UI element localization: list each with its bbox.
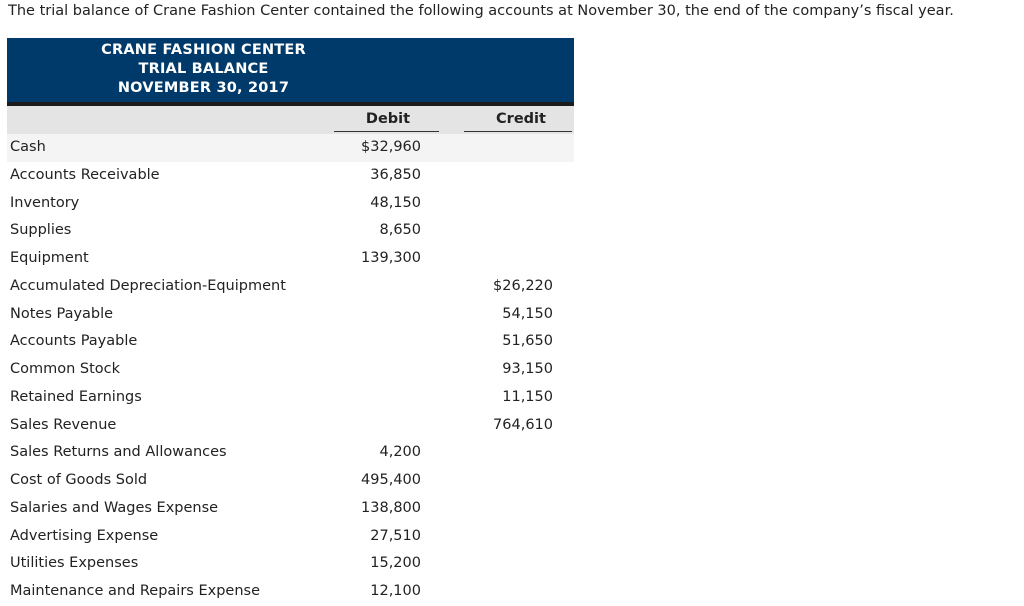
table-row <box>7 550 574 578</box>
account-name: Sales Revenue <box>10 416 117 433</box>
table-row <box>7 356 574 384</box>
table-row <box>7 301 574 329</box>
account-name: Salaries and Wages Expense <box>10 499 219 516</box>
account-name: Common Stock <box>10 361 121 377</box>
debit-amount: 495,400 <box>361 472 421 488</box>
table-row <box>7 523 574 551</box>
debit-amount: 139,300 <box>361 250 421 266</box>
debit-amount: 15,200 <box>370 555 421 572</box>
debit-amount: $32,960 <box>361 139 421 155</box>
statement-date: NOVEMBER 30, 2017 <box>117 80 290 96</box>
account-name: Cost of Goods Sold <box>10 472 148 488</box>
table-row <box>7 328 574 356</box>
table-row <box>7 578 574 606</box>
debit-amount: 27,510 <box>370 527 421 544</box>
account-name: Cash <box>10 139 46 155</box>
statement-title: TRIAL BALANCE <box>138 61 269 77</box>
account-name: Advertising Expense <box>10 527 159 544</box>
account-name: Utilities Expenses <box>10 555 139 572</box>
debit-amount: 8,650 <box>379 222 421 239</box>
table-row <box>7 384 574 412</box>
debit-amount: 138,800 <box>361 499 421 516</box>
account-name: Retained Earnings <box>10 388 142 405</box>
debit-header-underline <box>334 131 439 132</box>
account-name: Maintenance and Repairs Expense <box>10 583 260 599</box>
credit-amount: 11,150 <box>502 388 553 405</box>
account-name: Accumulated Depreciation-Equipment <box>10 277 286 294</box>
account-name: Accounts Payable <box>10 333 138 350</box>
credit-amount: 93,150 <box>502 361 553 377</box>
table-row <box>7 190 574 218</box>
account-name: Equipment <box>10 250 89 266</box>
table-row <box>7 162 574 190</box>
trial-balance-table <box>7 38 574 606</box>
statement-banner <box>7 38 574 106</box>
account-name: Accounts Receivable <box>10 166 160 183</box>
credit-amount: 51,650 <box>502 333 553 350</box>
account-rows <box>7 134 574 606</box>
credit-amount: $26,220 <box>493 277 553 294</box>
account-name: Inventory <box>10 194 80 211</box>
table-row <box>7 245 574 273</box>
table-row <box>7 467 574 495</box>
account-name: Sales Returns and Allowances <box>10 444 227 461</box>
credit-amount: 54,150 <box>502 305 553 322</box>
table-row <box>7 134 574 162</box>
debit-amount: 4,200 <box>379 444 421 461</box>
company-name: CRANE FASHION CENTER <box>101 42 306 58</box>
credit-amount: 764,610 <box>493 416 553 433</box>
credit-header-underline <box>464 131 572 132</box>
table-row <box>7 495 574 523</box>
table-row <box>7 217 574 245</box>
debit-column-header: Debit <box>365 111 411 127</box>
table-row <box>7 273 574 301</box>
table-row <box>7 412 574 440</box>
problem-statement: The trial balance of Crane Fashion Center contained the following accounts at November 30, the end of the company’s fiscal year. <box>8 3 954 19</box>
column-header-row <box>7 106 574 134</box>
table-row <box>7 439 574 467</box>
debit-amount: 36,850 <box>370 166 421 183</box>
debit-amount: 12,100 <box>370 583 421 599</box>
credit-column-header: Credit <box>496 111 546 127</box>
account-name: Notes Payable <box>10 305 114 322</box>
debit-amount: 48,150 <box>370 194 421 211</box>
account-name: Supplies <box>10 222 72 239</box>
